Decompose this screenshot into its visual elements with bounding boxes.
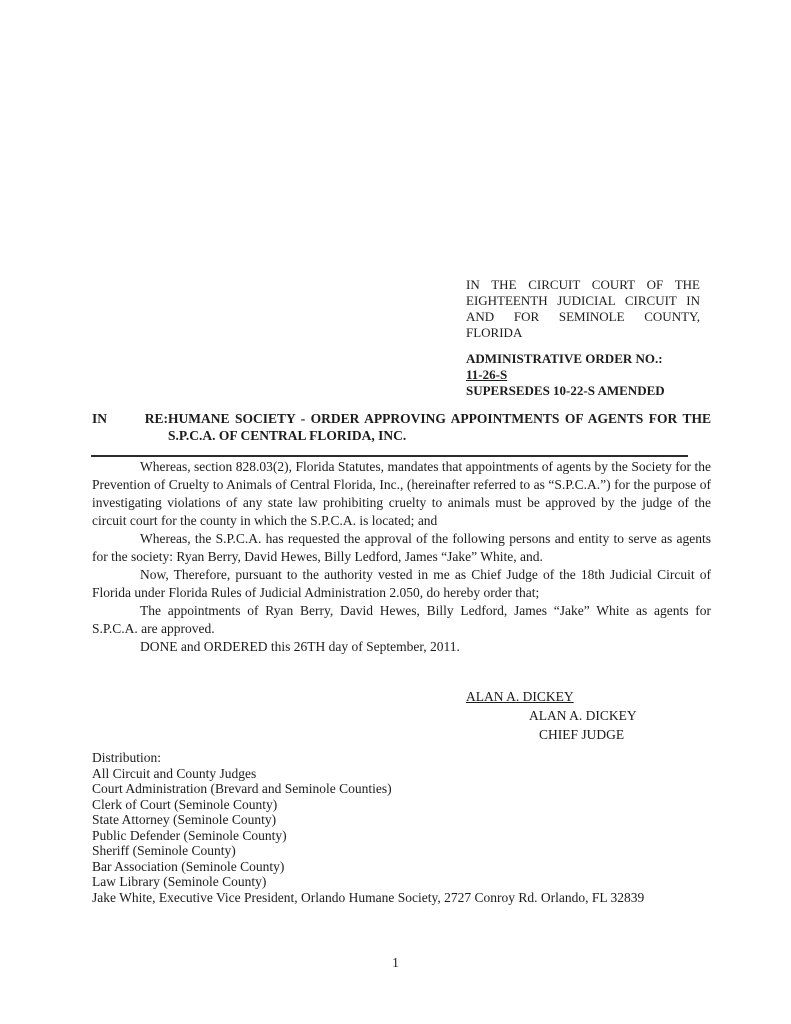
order-number-label: ADMINISTRATIVE ORDER NO.: [466,351,663,366]
in-re-line-1 [92,410,711,427]
distribution-list [92,766,732,906]
distribution-heading: Distribution: [92,750,162,765]
court-line: IN THE CIRCUIT COURT OF THE [466,277,700,292]
court-line: EIGHTEENTH JUDICIAL CIRCUIT IN [466,293,700,308]
body-block [92,458,711,656]
in-re-title-line-1: HUMANE SOCIETY - ORDER APPROVING APPOINTMENTS OF AGENTS FOR THE [168,411,711,426]
in-re-label: IN RE: [92,411,168,426]
in-re-title-line-2: S.P.C.A. OF CENTRAL FLORIDA, INC. [168,428,407,443]
body-paragraph: Whereas, the S.P.C.A. has requested the approval of the following persons and entity to serve as agents for the society: Ryan Berry, David Hewes, Billy Ledford, James “Jake” White, and. [92,531,711,564]
body-paragraph: Now, Therefore, pursuant to the authority vested in me as Chief Judge of the 18th Judicial Circuit of Florida under Florida Rules of Judicial Administration 2.050, do hereby order that; [92,567,711,600]
court-line: AND FOR SEMINOLE COUNTY, [466,309,700,324]
distribution-item: Jake White, Executive Vice President, Orlando Humane Society, 2727 Conroy Rd. Orlando, FL 32839 [92,889,645,905]
distribution-item: Clerk of Court (Seminole County) [92,796,278,812]
court-line: FLORIDA [466,325,523,340]
horizontal-rule [91,455,688,457]
distribution-item: Sheriff (Seminole County) [92,843,236,858]
order-supersedes: SUPERSEDES 10-22-S AMENDED [466,383,665,398]
court-header-block [466,277,700,341]
body-paragraph: Whereas, section 828.03(2), Florida Statutes, mandates that appointments of agents by the Society for the Prevention of Cruelty to Animals of Central Florida, Inc., (hereinafter referred to as “S.P.C.A.”) for the purpose of investigating violations of any state law prohibiting cruelty to animals must be approved by the judge of the circuit court for the county in which the S.P.C.A. is located; and [92,459,711,528]
distribution-item: Court Administration (Brevard and Seminole Counties) [92,781,392,796]
page-number: 1 [392,955,399,970]
signature-signed-name: ALAN A. DICKEY [466,689,574,704]
distribution-block [92,750,732,905]
administrative-order-block [466,351,726,399]
distribution-item: Law Library (Seminole County) [92,874,267,889]
in-re-block [92,410,711,444]
distribution-item: State Attorney (Seminole County) [92,812,277,827]
body-paragraph: DONE and ORDERED this 26TH day of September, 2011. [140,639,460,654]
body-paragraph: The appointments of Ryan Berry, David Hewes, Billy Ledford, James “Jake” White as agents for S.P.C.A. are approved. [92,603,711,636]
signature-title: CHIEF JUDGE [539,727,625,742]
order-number: 11-26-S [466,367,508,382]
page-footer [0,955,791,971]
distribution-item: Bar Association (Seminole County) [92,858,285,874]
distribution-item: All Circuit and County Judges [92,765,257,781]
signature-block [466,687,746,744]
distribution-item: Public Defender (Seminole County) [92,827,287,843]
signature-printed-name: ALAN A. DICKEY [529,708,637,723]
